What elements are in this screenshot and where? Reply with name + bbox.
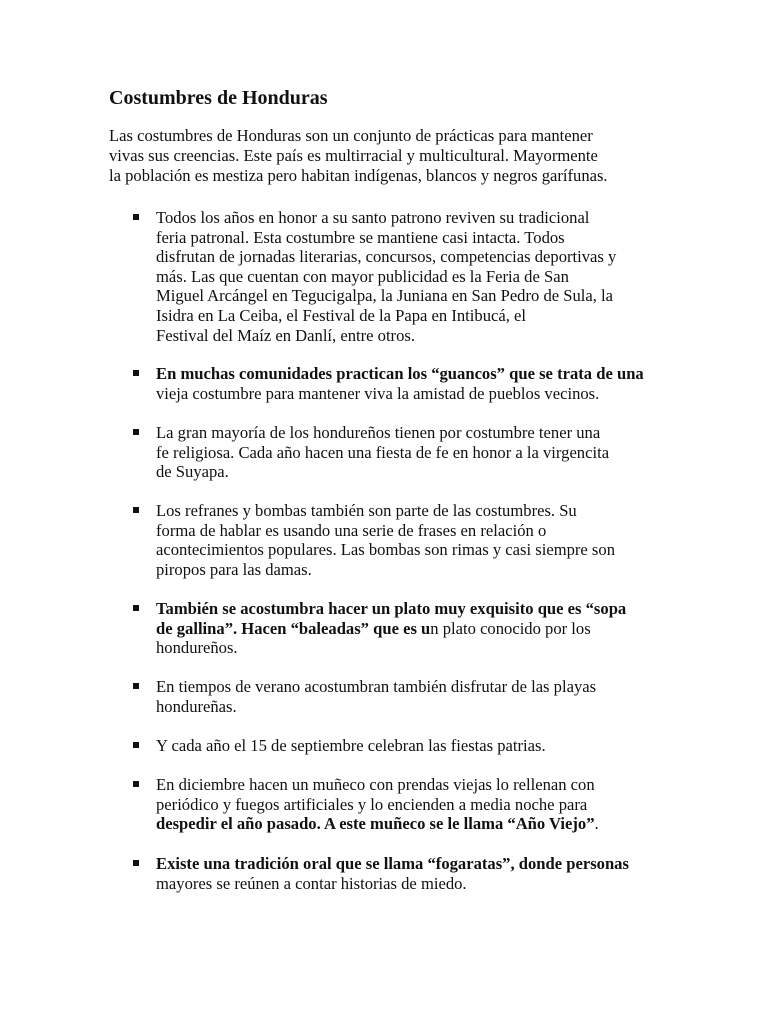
intro-line: vivas sus creencias. Este país es multirracial y multicultural. Mayormente: [109, 146, 598, 165]
square-bullet-icon: [133, 507, 139, 513]
list-item-line: hondureñas.: [156, 696, 237, 716]
intro-line: Las costumbres de Honduras son un conjunto de prácticas para mantener: [109, 126, 593, 145]
list-item-line: fe religiosa. Cada año hacen una fiesta de fe en honor a la virgencita: [156, 442, 610, 462]
list-item-line: feria patronal. Esta costumbre se mantiene casi intacta. Todos: [156, 227, 565, 247]
square-bullet-icon: [133, 605, 139, 611]
list-item-line: [156, 619, 660, 639]
list-item-text: [156, 364, 660, 403]
list-item-line: [156, 814, 660, 834]
normal-text: n plato conocido por los: [430, 618, 591, 638]
square-bullet-icon: [133, 860, 139, 866]
list-item-line: periódico y fuegos artificiales y lo encienden a media noche para: [156, 794, 588, 814]
list-item-text: [156, 208, 660, 345]
bold-text: de gallina”. Hacen “baleadas” que es u: [156, 618, 431, 638]
list-item-text: [156, 501, 660, 579]
square-bullet-icon: [133, 781, 139, 787]
list-item-line: mayores se reúnen a contar historias de miedo.: [156, 873, 467, 893]
list-item-text: [156, 599, 660, 658]
list-item-line: de Suyapa.: [156, 462, 229, 482]
list-item-line: piropos para las damas.: [156, 559, 312, 579]
square-bullet-icon: [133, 370, 139, 376]
list-item-line: forma de hablar es usando una serie de frases en relación o: [156, 520, 547, 540]
list-item-line: disfrutan de jornadas literarias, concursos, competencias deportivas y: [156, 247, 617, 267]
page-title: Costumbres de Honduras: [109, 87, 328, 109]
list-item-line: En tiempos de verano acostumbran también disfrutar de las playas: [156, 677, 597, 696]
list-item-line: Miguel Arcángel en Tegucigalpa, la Juniana en San Pedro de Sula, la: [156, 286, 614, 306]
intro-paragraph: [109, 126, 654, 186]
list-item-line: Isidra en La Ceiba, el Festival de la Papa en Intibucá, el: [156, 305, 526, 325]
list-item-line: más. Las que cuentan con mayor publicidad es la Feria de San: [156, 266, 569, 286]
square-bullet-icon: [133, 742, 139, 748]
square-bullet-icon: [133, 214, 139, 220]
normal-text: .: [594, 814, 599, 834]
list-item-text: [156, 854, 660, 893]
list-item-line: Y cada año el 15 de septiembre celebran las fiestas patrias.: [156, 736, 546, 755]
bold-text: despedir el año pasado. A este muñeco se le llama “Año Viejo”: [156, 814, 595, 834]
list-item-line: Existe una tradición oral que se llama “fogaratas”, donde personas: [156, 854, 629, 873]
intro-line: la población es mestiza pero habitan indígenas, blancos y negros garífunas.: [109, 166, 608, 185]
list-item-line: También se acostumbra hacer un plato muy exquisito que es “sopa: [156, 599, 627, 618]
list-item-line: Festival del Maíz en Danlí, entre otros.: [156, 325, 415, 345]
square-bullet-icon: [133, 683, 139, 689]
list-item-line: Los refranes y bombas también son parte de las costumbres. Su: [156, 501, 577, 520]
list-item-line: En muchas comunidades practican los “guancos” que se trata de una: [156, 364, 644, 383]
list-item-line: En diciembre hacen un muñeco con prendas viejas lo rellenan con: [156, 775, 595, 794]
list-item-line: hondureños.: [156, 638, 238, 658]
list-item-line: vieja costumbre para mantener viva la amistad de pueblos vecinos.: [156, 383, 600, 403]
list-item-line: Todos los años en honor a su santo patrono reviven su tradicional: [156, 208, 590, 227]
list-item-text: [156, 736, 660, 756]
list-item-text: [156, 423, 660, 482]
list-item-text: [156, 775, 660, 834]
list-item-line: acontecimientos populares. Las bombas son rimas y casi siempre son: [156, 540, 615, 560]
list-item-line: La gran mayoría de los hondureños tienen por costumbre tener una: [156, 423, 601, 442]
list-item-text: [156, 677, 660, 716]
square-bullet-icon: [133, 429, 139, 435]
